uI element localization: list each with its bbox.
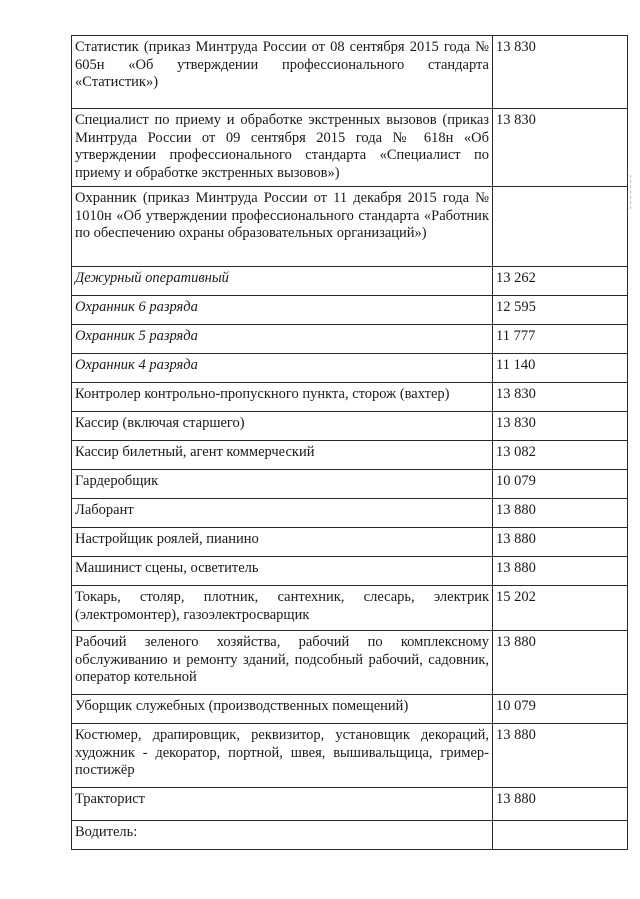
salary-value: 13 262 [493,267,628,296]
salary-value: 13 082 [493,441,628,470]
position-name: Охранник (приказ Минтруда России от 11 декабря 2015 года № 1010н «Об утверждении профессионального стандарта «Работник по обеспечению охраны образовательных организаций») [72,187,493,267]
position-name: Водитель: [72,821,493,850]
salary-value: 15 202 [493,586,628,631]
position-name: Специалист по приему и обработке экстренных вызовов (приказ Минтруда России от 09 сентября 2015 года № 618н «Об утверждении профессионального стандарта «Специалист по приему и обработке экстренных вызовов») [72,109,493,187]
salary-value: 13 880 [493,724,628,788]
salary-value: 13 880 [493,631,628,695]
position-name: Кассир (включая старшего) [72,412,493,441]
position-name: Кассир билетный, агент коммерческий [72,441,493,470]
scan-edge-mark [630,175,633,209]
table-row [72,821,628,850]
table-row [72,109,628,187]
salary-value: 13 880 [493,557,628,586]
salary-value: 13 830 [493,109,628,187]
salary-value [493,821,628,850]
salary-value: 11 777 [493,325,628,354]
position-name: Охранник 4 разряда [72,354,493,383]
table-row [72,412,628,441]
position-name: Дежурный оперативный [72,267,493,296]
salary-value: 13 880 [493,499,628,528]
table-row [72,325,628,354]
table-row [72,354,628,383]
table-row [72,724,628,788]
table-row [72,586,628,631]
table-row [72,695,628,724]
position-name: Тракторист [72,788,493,821]
position-name: Рабочий зеленого хозяйства, рабочий по комплексному обслуживанию и ремонту зданий, подсобный рабочий, садовник, оператор котельной [72,631,493,695]
salary-value: 10 079 [493,470,628,499]
table-row [72,528,628,557]
table-row [72,631,628,695]
table-row [72,383,628,412]
salary-value: 13 880 [493,788,628,821]
table-row [72,267,628,296]
table-row [72,470,628,499]
table-row [72,187,628,267]
salary-value: 10 079 [493,695,628,724]
position-name: Охранник 6 разряда [72,296,493,325]
position-name: Настройщик роялей, пианино [72,528,493,557]
table-row [72,557,628,586]
position-name: Уборщик служебных (производственных помещений) [72,695,493,724]
table-row [72,296,628,325]
salary-value: 12 595 [493,296,628,325]
salary-value: 13 830 [493,36,628,109]
salary-value: 11 140 [493,354,628,383]
table-row [72,788,628,821]
position-name: Гардеробщик [72,470,493,499]
position-name: Токарь, столяр, плотник, сантехник, слесарь, электрик (электромонтер), газоэлектросварщик [72,586,493,631]
position-name: Лаборант [72,499,493,528]
salary-table-body [72,36,628,850]
position-name: Охранник 5 разряда [72,325,493,354]
table-row [72,441,628,470]
table-row [72,499,628,528]
salary-value: 13 880 [493,528,628,557]
salary-value [493,187,628,267]
salary-value: 13 830 [493,383,628,412]
position-name: Контролер контрольно-пропускного пункта, сторож (вахтер) [72,383,493,412]
salary-value: 13 830 [493,412,628,441]
table-row [72,36,628,109]
position-name: Статистик (приказ Минтруда России от 08 сентября 2015 года № 605н «Об утверждении профессионального стандарта «Статистик») [72,36,493,109]
position-name: Костюмер, драпировщик, реквизитор, установщик декораций, художник - декоратор, портной, швея, вышивальщица, гример-постижёр [72,724,493,788]
salary-table [71,35,628,850]
position-name: Машинист сцены, осветитель [72,557,493,586]
